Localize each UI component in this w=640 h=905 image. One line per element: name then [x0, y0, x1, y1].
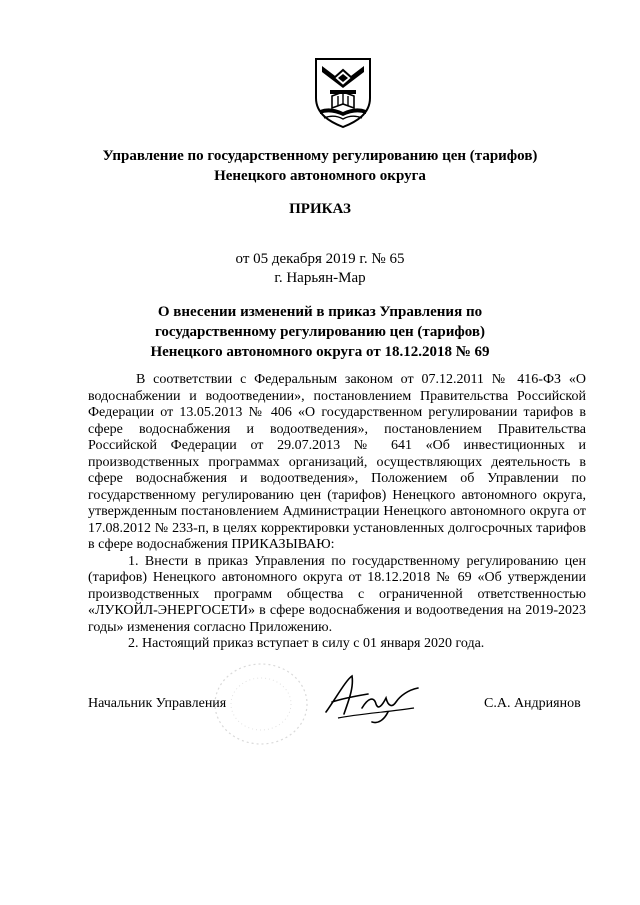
signatory-name: С.А. Андриянов — [484, 696, 581, 711]
coat-of-arms-icon — [312, 56, 374, 130]
document-subject — [0, 302, 640, 362]
document-date-number: от 05 декабря 2019 г. № 65 — [235, 251, 405, 267]
subject-line-2: государственному регулированию цен (тарифов) — [154, 324, 486, 340]
subject-line-3: Ненецкого автономного округа от 18.12.2018 № 69 — [150, 344, 490, 360]
authority-line-2: Ненецкого автономного округа — [214, 168, 426, 184]
subject-line-1: О внесении изменений в приказ Управления по — [157, 304, 483, 320]
authority-line-1: Управление по государственному регулированию цен (тарифов) — [102, 148, 538, 164]
handwritten-signature — [318, 668, 426, 726]
issuing-authority — [0, 146, 640, 186]
order-item-1: 1. Внести в приказ Управления по государственному регулированию цен (тарифов) Ненецкого автономного округа от 18.12.2018 № 69 «Об утверждении производственных программ общества с ограниченной ответственностью «ЛУКОЙЛ-ЭНЕРГОСЕТИ» в сфере водоснабжения и водоотведения на 2019-2023 годы» изменения согласно Приложению. — [88, 553, 586, 635]
date-and-place — [0, 250, 640, 288]
document-place: г. Нарьян-Мар — [274, 270, 366, 286]
order-item-2: 2. Настоящий приказ вступает в силу с 01 января 2020 года. — [128, 636, 485, 651]
document-body — [88, 372, 586, 653]
document-type: ПРИКАЗ — [289, 201, 351, 217]
signatory-title: Начальник Управления — [88, 696, 227, 711]
preamble-paragraph: В соответствии с Федеральным законом от 07.12.2011 № 416-ФЗ «О водоснабжении и водоотведении», постановлением Правительства Российской Федерации от 13.05.2013 № 406 «О государственном регулировании тарифов в сфере водоснабжения и водоотведения», постановлением Правительства Российской Федерации от 29.07.2013 № 641 «Об инвестиционных и производственных программах организаций, осуществляющих деятельность в сфере водоснабжения и водоотведения», Положением об Управлении по государственному регулированию цен (тарифов) Ненецкого автономного округа, утвержденным постановлением Администрации Ненецкого автономного округа от 17.08.2012 № 233-п, в целях корректировки установленных долгосрочных тарифов в сфере водоснабжения ПРИКАЗЫВАЮ: — [88, 372, 586, 552]
